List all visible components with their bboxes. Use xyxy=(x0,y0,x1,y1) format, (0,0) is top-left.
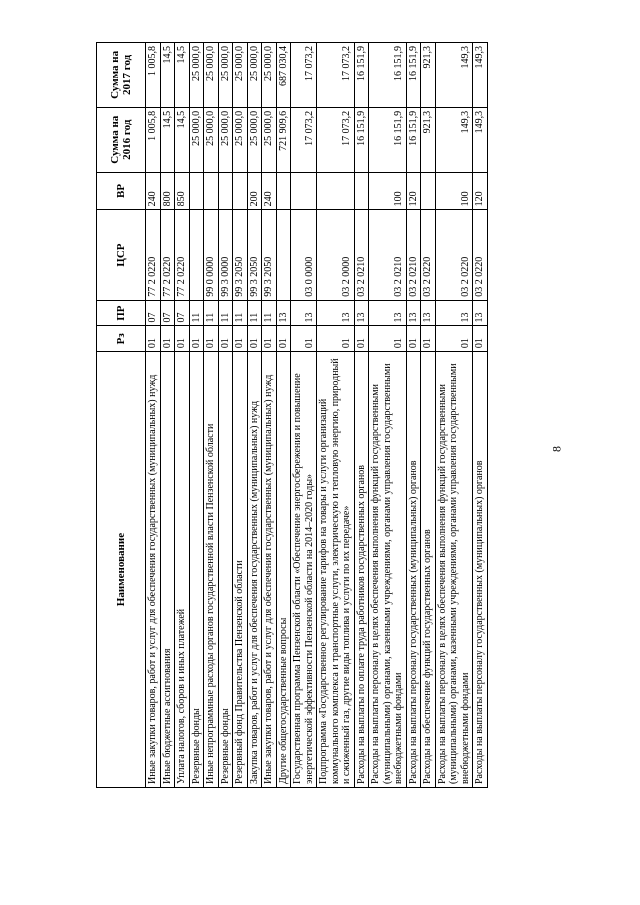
table-row xyxy=(406,43,421,788)
table-row xyxy=(204,43,219,788)
cell-sum-2017: 25 000,0 xyxy=(262,43,277,108)
cell-rz: 01 xyxy=(160,326,175,352)
table-row xyxy=(354,43,369,788)
cell-sum-2017: 687 030,4 xyxy=(276,43,291,108)
cell-sum-2016: 25 000,0 xyxy=(204,107,219,172)
cell-vr: 800 xyxy=(160,172,175,210)
cell-csr: 03 2 0210 xyxy=(369,210,407,300)
cell-name: Иные бюджетные ассигнования xyxy=(160,352,175,788)
cell-csr: 99 3 2050 xyxy=(247,210,262,300)
cell-rz: 01 xyxy=(317,326,355,352)
cell-pr: 07 xyxy=(146,300,161,326)
cell-name: Расходы на выплаты персоналу государственных (муниципальных) органов xyxy=(473,352,488,788)
cell-pr: 07 xyxy=(175,300,190,326)
cell-vr: 200 xyxy=(247,172,262,210)
page-number: 8 xyxy=(549,446,564,452)
cell-pr: 11 xyxy=(262,300,277,326)
header-sum-2016: Сумма на 2016 год xyxy=(97,107,146,172)
header-rz: Рз xyxy=(97,326,146,352)
cell-sum-2016: 14,5 xyxy=(160,107,175,172)
cell-rz: 01 xyxy=(233,326,248,352)
cell-sum-2016: 16 151,9 xyxy=(354,107,369,172)
cell-rz: 01 xyxy=(369,326,407,352)
table-row xyxy=(146,43,161,788)
cell-pr: 11 xyxy=(247,300,262,326)
table-row xyxy=(421,43,436,788)
table-body xyxy=(146,43,488,788)
cell-rz: 01 xyxy=(421,326,436,352)
cell-rz: 01 xyxy=(435,326,473,352)
cell-sum-2017: 17 073,2 xyxy=(317,43,355,108)
cell-name: Уплата налогов, сборов и иных платежей xyxy=(175,352,190,788)
table-row xyxy=(247,43,262,788)
cell-name: Резервные фонды xyxy=(218,352,233,788)
cell-sum-2016: 17 073,2 xyxy=(291,107,317,172)
cell-sum-2016: 25 000,0 xyxy=(189,107,204,172)
cell-rz: 01 xyxy=(218,326,233,352)
header-pr: ПР xyxy=(97,300,146,326)
cell-sum-2017: 17 073,2 xyxy=(291,43,317,108)
cell-csr: 77 2 0220 xyxy=(175,210,190,300)
cell-rz: 01 xyxy=(473,326,488,352)
cell-pr: 13 xyxy=(291,300,317,326)
header-name: Наименование xyxy=(97,352,146,788)
table-row xyxy=(369,43,407,788)
rotated-table-container xyxy=(96,42,582,788)
cell-pr: 13 xyxy=(317,300,355,326)
cell-sum-2017: 25 000,0 xyxy=(218,43,233,108)
cell-sum-2017: 1 005,8 xyxy=(146,43,161,108)
table-header-row xyxy=(97,43,146,788)
cell-rz: 01 xyxy=(247,326,262,352)
cell-name: Подпрограмма «Государственное регулирование тарифов на товары и услуги организаций коммунального комплекса и транспортные услуги, электрическую и тепловую энергию, природный и сжиженный газ, другие виды топлива и услуги по их передаче» xyxy=(317,352,355,788)
cell-sum-2017: 25 000,0 xyxy=(233,43,248,108)
cell-pr: 13 xyxy=(369,300,407,326)
table-row xyxy=(276,43,291,788)
cell-vr xyxy=(421,172,436,210)
cell-csr: 99 3 2050 xyxy=(262,210,277,300)
cell-rz: 01 xyxy=(175,326,190,352)
cell-sum-2016: 149,3 xyxy=(435,107,473,172)
cell-sum-2016: 25 000,0 xyxy=(262,107,277,172)
cell-csr: 77 2 0220 xyxy=(146,210,161,300)
cell-sum-2016: 721 909,6 xyxy=(276,107,291,172)
cell-vr xyxy=(291,172,317,210)
cell-name: Другие общегосударственные вопросы xyxy=(276,352,291,788)
cell-rz: 01 xyxy=(406,326,421,352)
cell-sum-2016: 16 151,9 xyxy=(369,107,407,172)
cell-vr: 850 xyxy=(175,172,190,210)
cell-csr: 99 3 2050 xyxy=(233,210,248,300)
cell-csr: 03 2 0210 xyxy=(406,210,421,300)
cell-csr: 99 3 0000 xyxy=(218,210,233,300)
header-sum-2017: Сумма на 2017 год xyxy=(97,43,146,108)
cell-vr xyxy=(276,172,291,210)
table-row xyxy=(189,43,204,788)
cell-pr: 13 xyxy=(435,300,473,326)
cell-sum-2017: 25 000,0 xyxy=(247,43,262,108)
cell-csr: 03 2 0220 xyxy=(435,210,473,300)
cell-sum-2017: 149,3 xyxy=(473,43,488,108)
cell-rz: 01 xyxy=(291,326,317,352)
cell-vr: 100 xyxy=(435,172,473,210)
table-row xyxy=(317,43,355,788)
cell-rz: 01 xyxy=(146,326,161,352)
cell-pr: 11 xyxy=(233,300,248,326)
cell-sum-2016: 17 073,2 xyxy=(317,107,355,172)
cell-pr: 11 xyxy=(189,300,204,326)
cell-sum-2016: 16 151,9 xyxy=(406,107,421,172)
cell-sum-2016: 25 000,0 xyxy=(218,107,233,172)
cell-rz: 01 xyxy=(189,326,204,352)
cell-vr xyxy=(233,172,248,210)
cell-sum-2017: 14,5 xyxy=(160,43,175,108)
cell-sum-2017: 25 000,0 xyxy=(189,43,204,108)
cell-name: Иные непрограммные расходы органов государственной власти Пензенской области xyxy=(204,352,219,788)
cell-csr xyxy=(276,210,291,300)
cell-sum-2016: 149,3 xyxy=(473,107,488,172)
cell-sum-2017: 921,3 xyxy=(421,43,436,108)
table-row xyxy=(473,43,488,788)
cell-name: Расходы на выплаты персоналу государственных (муниципальных) органов xyxy=(406,352,421,788)
cell-vr: 240 xyxy=(262,172,277,210)
cell-name: Расходы на обеспечение функций государственных органов xyxy=(421,352,436,788)
cell-sum-2017: 25 000,0 xyxy=(204,43,219,108)
cell-sum-2016: 921,3 xyxy=(421,107,436,172)
cell-vr: 100 xyxy=(369,172,407,210)
header-vr: ВР xyxy=(97,172,146,210)
cell-rz: 01 xyxy=(276,326,291,352)
cell-name: Государственная программа Пензенской области «Обеспечение энергосбережения и повышение энергетической эффективности Пензенской области на 2014–2020 годы» xyxy=(291,352,317,788)
table-row xyxy=(160,43,175,788)
cell-csr: 03 0 0000 xyxy=(291,210,317,300)
cell-name: Резервные фонды xyxy=(189,352,204,788)
cell-pr: 13 xyxy=(354,300,369,326)
cell-sum-2017: 16 151,9 xyxy=(369,43,407,108)
cell-vr: 120 xyxy=(473,172,488,210)
cell-vr xyxy=(354,172,369,210)
cell-csr xyxy=(189,210,204,300)
table-row xyxy=(435,43,473,788)
cell-pr: 11 xyxy=(218,300,233,326)
cell-name: Иные закупки товаров, работ и услуг для обеспечения государственных (муниципальных) нужд xyxy=(146,352,161,788)
cell-rz: 01 xyxy=(204,326,219,352)
cell-csr: 99 0 0000 xyxy=(204,210,219,300)
cell-pr: 13 xyxy=(276,300,291,326)
cell-name: Расходы на выплаты персоналу в целях обеспечения выполнения функций государственными (муниципальными) органами, казенными учреждениями, органами управления государственными внебюджетными фондами xyxy=(369,352,407,788)
cell-rz: 01 xyxy=(262,326,277,352)
cell-pr: 07 xyxy=(160,300,175,326)
cell-csr: 03 2 0220 xyxy=(473,210,488,300)
table-row xyxy=(175,43,190,788)
cell-pr: 13 xyxy=(421,300,436,326)
cell-sum-2017: 16 151,9 xyxy=(354,43,369,108)
table-row xyxy=(218,43,233,788)
cell-sum-2017: 149,3 xyxy=(435,43,473,108)
table-row xyxy=(233,43,248,788)
cell-vr xyxy=(189,172,204,210)
cell-csr: 03 2 0000 xyxy=(317,210,355,300)
cell-name: Закупка товаров, работ и услуг для обеспечения государственных (муниципальных) нужд xyxy=(247,352,262,788)
cell-sum-2016: 1 005,8 xyxy=(146,107,161,172)
budget-table xyxy=(96,42,488,788)
cell-pr: 11 xyxy=(204,300,219,326)
cell-vr xyxy=(218,172,233,210)
cell-vr: 120 xyxy=(406,172,421,210)
cell-rz: 01 xyxy=(354,326,369,352)
cell-vr xyxy=(317,172,355,210)
cell-vr: 240 xyxy=(146,172,161,210)
cell-csr: 77 2 0220 xyxy=(160,210,175,300)
cell-pr: 13 xyxy=(473,300,488,326)
cell-sum-2017: 16 151,9 xyxy=(406,43,421,108)
table-row xyxy=(291,43,317,788)
cell-vr xyxy=(204,172,219,210)
header-csr: ЦСР xyxy=(97,210,146,300)
table-row xyxy=(262,43,277,788)
cell-name: Расходы на выплаты персоналу в целях обеспечения выполнения функций государственными (муниципальными) органами, казенными учреждениями, органами управления государственными внебюджетными фондами xyxy=(435,352,473,788)
cell-pr: 13 xyxy=(406,300,421,326)
cell-name: Расходы на выплаты по оплате труда работников государственных органов xyxy=(354,352,369,788)
cell-csr: 03 2 0210 xyxy=(354,210,369,300)
cell-sum-2016: 25 000,0 xyxy=(247,107,262,172)
cell-sum-2016: 14,5 xyxy=(175,107,190,172)
cell-csr: 03 2 0220 xyxy=(421,210,436,300)
cell-sum-2017: 14,5 xyxy=(175,43,190,108)
cell-sum-2016: 25 000,0 xyxy=(233,107,248,172)
cell-name: Резервный фонд Правительства Пензенской области xyxy=(233,352,248,788)
cell-name: Иные закупки товаров, работ и услуг для обеспечения государственных (муниципальных) нужд xyxy=(262,352,277,788)
